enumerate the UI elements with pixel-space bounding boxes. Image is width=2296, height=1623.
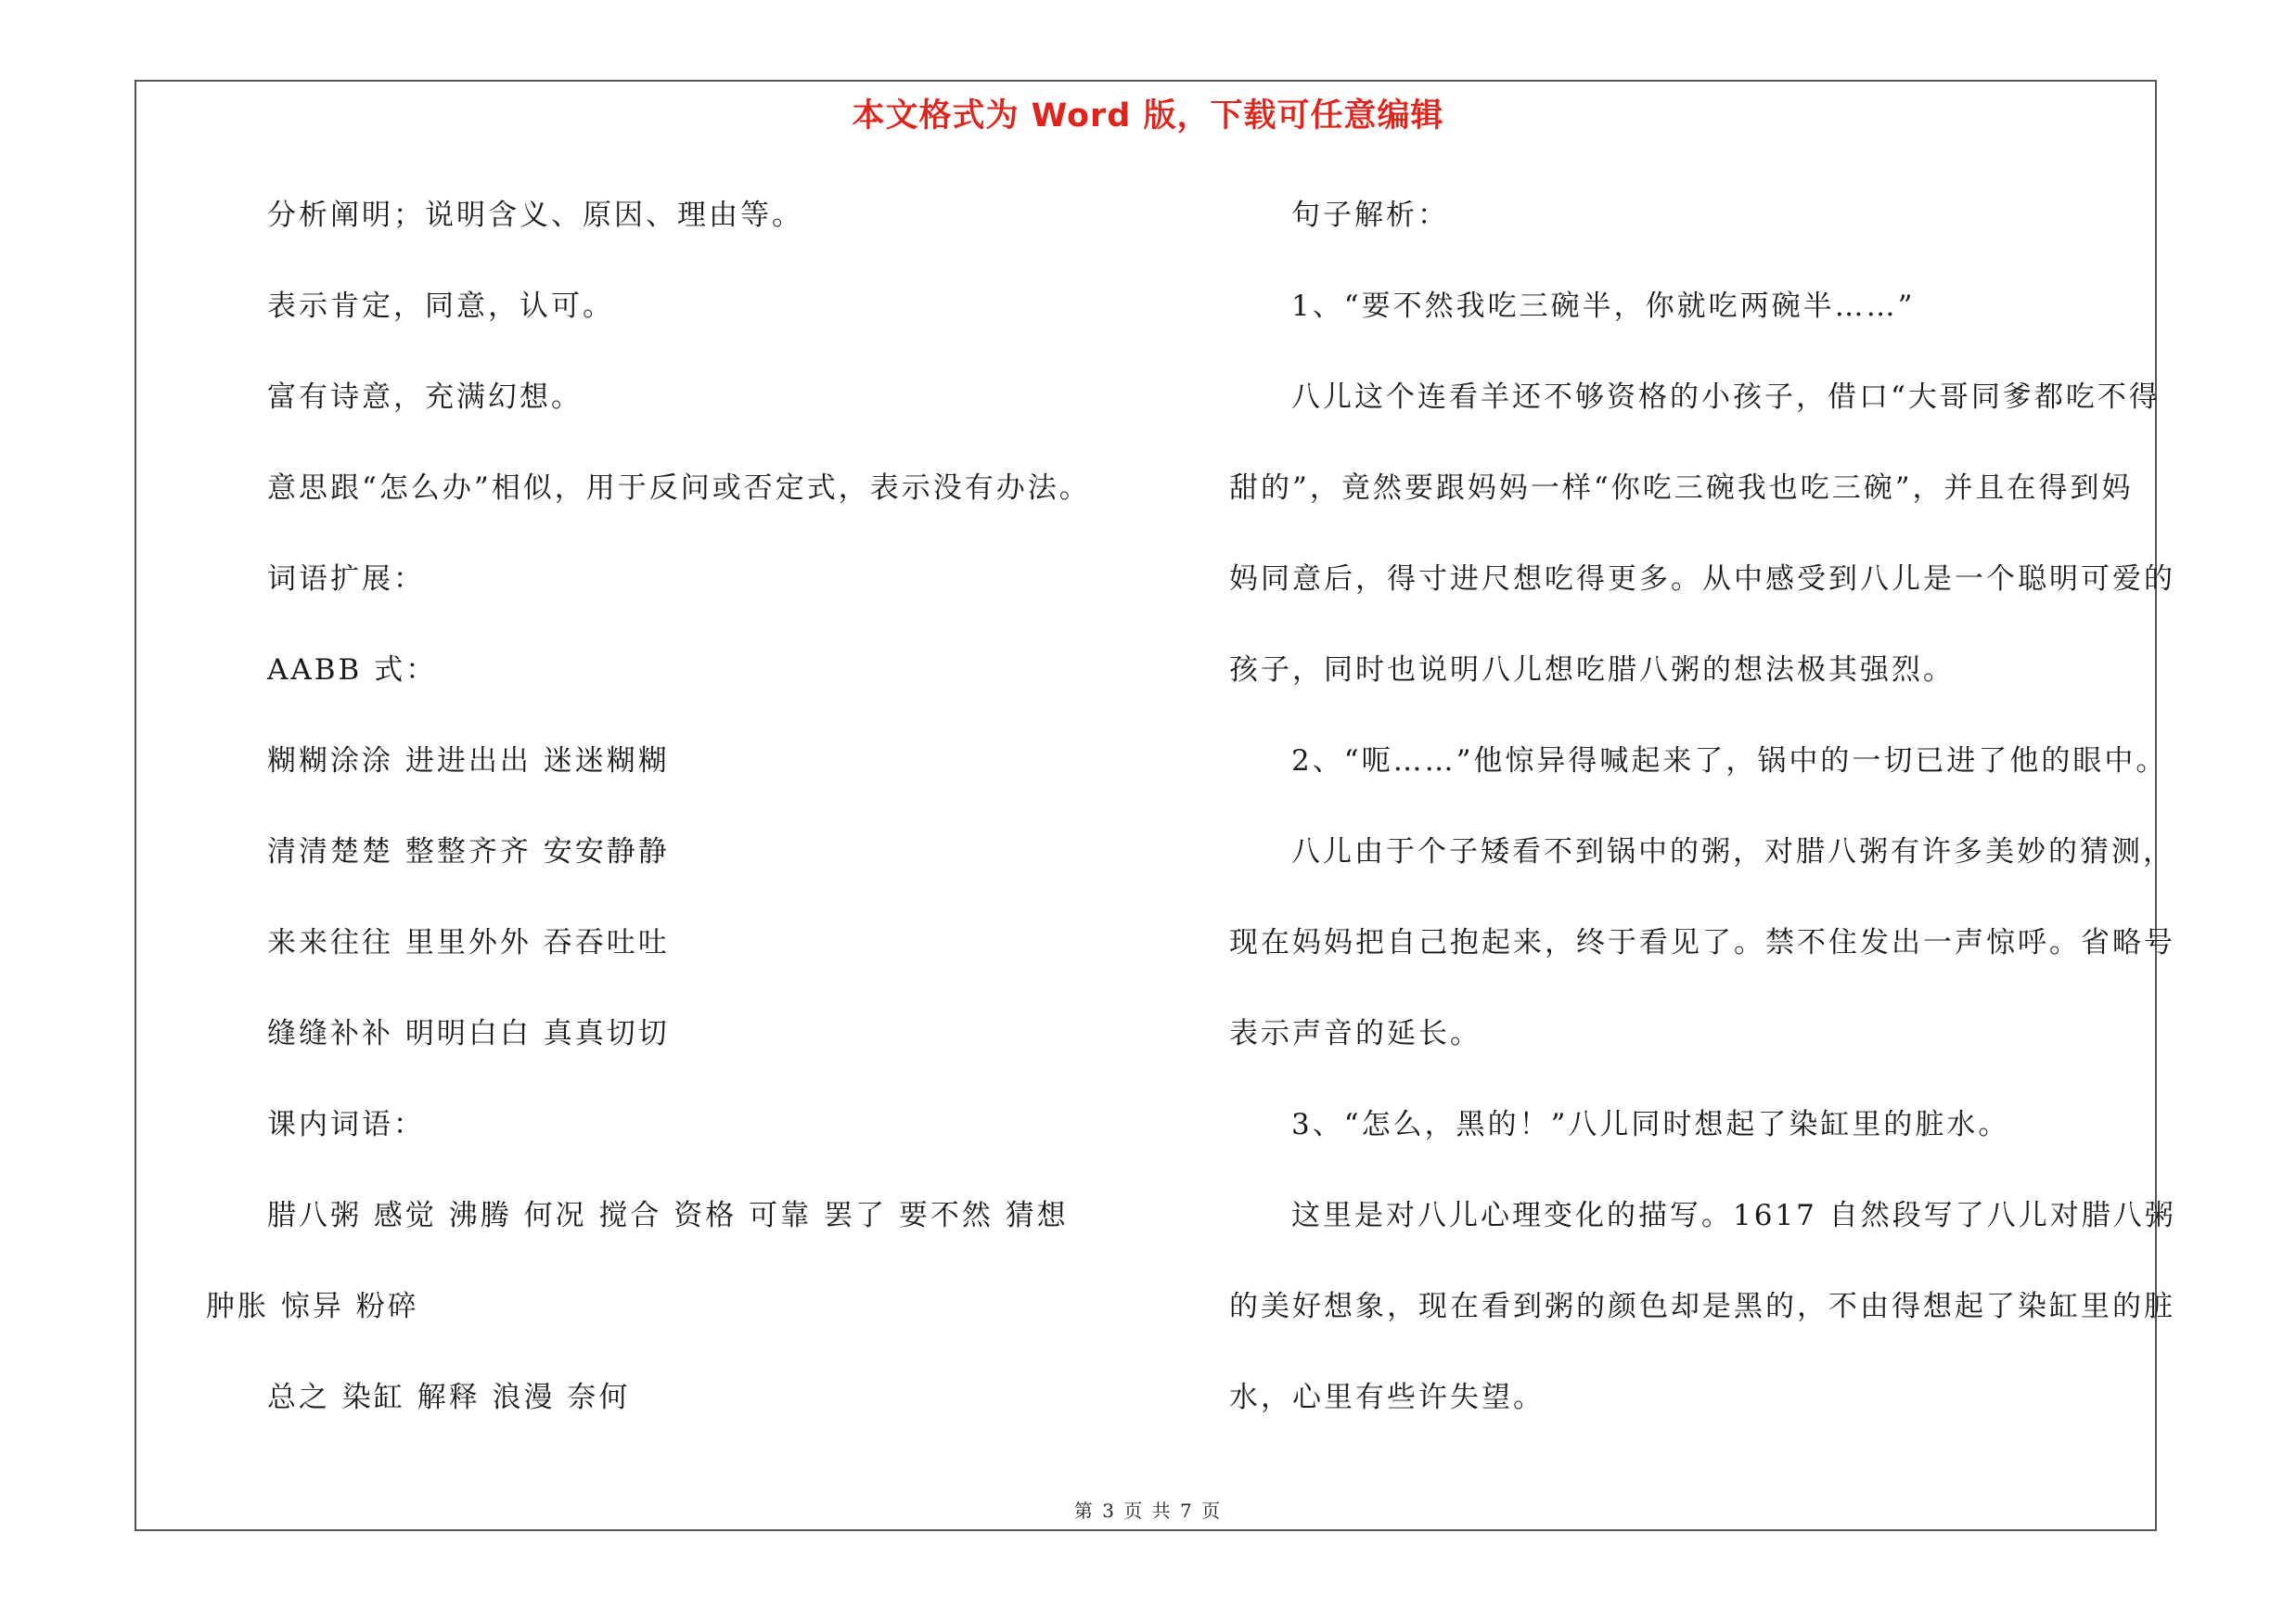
word-list-line: 糊糊涂涂 进进出出 迷迷糊糊: [267, 744, 670, 778]
paragraph-line: AABB 式：: [267, 653, 438, 687]
page-number: 第 3 页 共 7 页: [1073, 1500, 1223, 1522]
paragraph-line: 表示肯定，同意，认可。: [267, 290, 614, 323]
paragraph-line: 水，心里有些许失望。: [1229, 1381, 1545, 1414]
paragraph-line: 甜的”，竟然要跟妈妈一样“你吃三碗我也吃三碗”，并且在得到妈: [1229, 471, 2134, 505]
word-list-line: 肿胀 惊异 粉碎: [206, 1290, 419, 1323]
section-heading: 句子解析：: [1291, 199, 1449, 232]
paragraph-line: 八儿由于个子矮看不到锅中的粥，对腊八粥有许多美妙的猜测，: [1291, 835, 2174, 869]
paragraph-line: 的美好想象，现在看到粥的颜色却是黑的，不由得想起了染缸里的脏: [1229, 1290, 2175, 1323]
word-list-line: 腊八粥 感觉 沸腾 何况 搅合 资格 可靠 罢了 要不然 猜想: [267, 1199, 1069, 1232]
word-list-line: 来来往往 里里外外 吞吞吐吐: [267, 926, 670, 960]
paragraph-line: 现在妈妈把自己抱起来，终于看见了。禁不住发出一声惊呼。省略号: [1229, 926, 2175, 960]
paragraph-line: 孩子，同时也说明八儿想吃腊八粥的想法极其强烈。: [1229, 653, 1955, 687]
paragraph-line: 3、“怎么，黑的！”八儿同时想起了染缸里的脏水。: [1291, 1108, 2010, 1141]
paragraph-line: 八儿这个连看羊还不够资格的小孩子，借口“大哥同爹都吃不得: [1291, 380, 2161, 414]
paragraph-line: 1、“要不然我吃三碗半，你就吃两碗半……”: [1291, 290, 1916, 323]
format-banner: 本文格式为 Word 版，下载可任意编辑: [852, 97, 1444, 135]
word-list-line: 总之 染缸 解释 浪漫 奈何: [267, 1381, 631, 1414]
word-list-line: 缝缝补补 明明白白 真真切切: [267, 1017, 670, 1050]
paragraph-line: 富有诗意，充满幻想。: [267, 380, 583, 414]
word-list-line: 清清楚楚 整整齐齐 安安静静: [267, 835, 670, 869]
paragraph-line: 表示声音的延长。: [1229, 1017, 1481, 1050]
paragraph-line: 意思跟“怎么办”相似，用于反问或否定式，表示没有办法。: [267, 471, 1091, 505]
paragraph-line: 妈同意后，得寸进尺想吃得更多。从中感受到八儿是一个聪明可爱的: [1229, 562, 2175, 596]
paragraph-line: 这里是对八儿心理变化的描写。1617 自然段写了八儿对腊八粥: [1291, 1199, 2176, 1232]
paragraph-line: 2、“呃……”他惊异得喊起来了，锅中的一切已进了他的眼中。: [1291, 744, 2168, 778]
section-heading: 课内词语：: [267, 1108, 425, 1141]
section-heading: 词语扩展：: [267, 562, 425, 596]
paragraph-line: 分析阐明；说明含义、原因、理由等。: [267, 199, 803, 232]
